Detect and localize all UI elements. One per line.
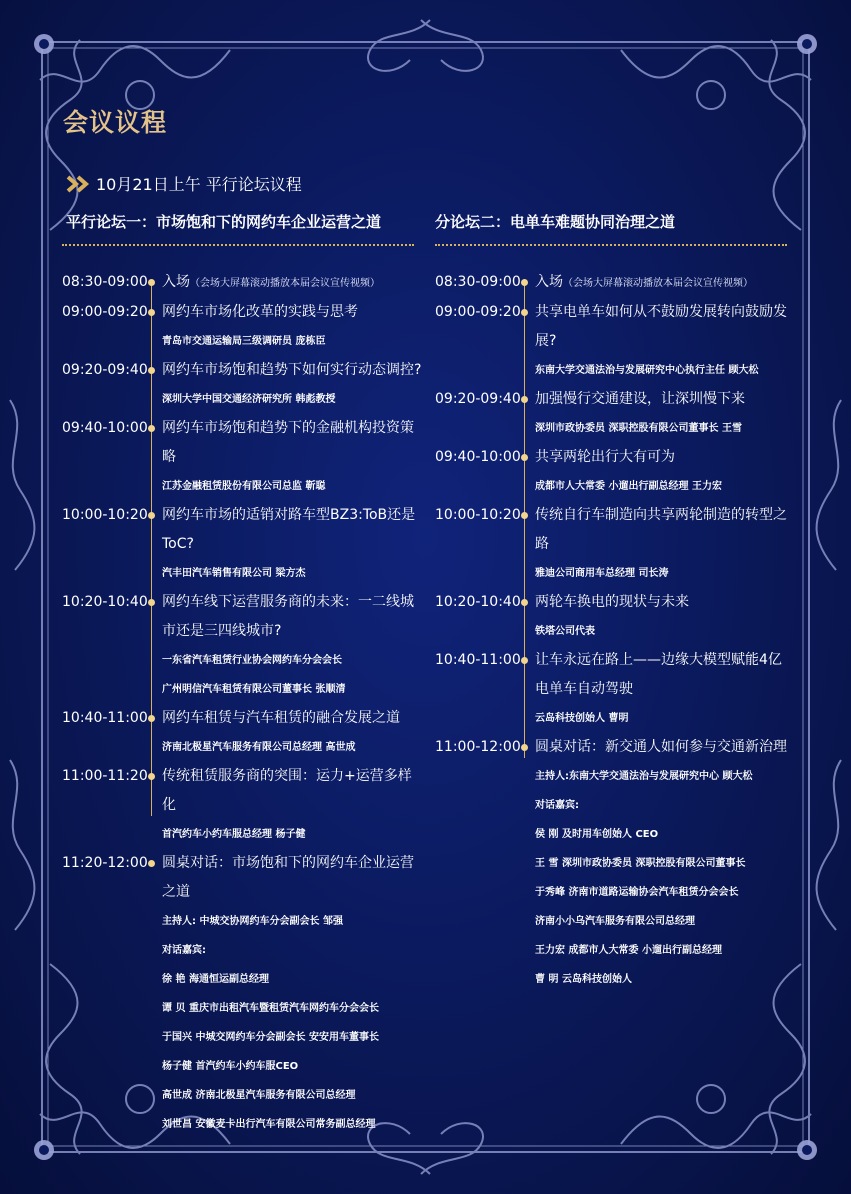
agenda-topic-text: 传统自行车制造向共享两轮制造的转型之路 bbox=[535, 507, 787, 552]
agenda-time: 10:00-10:20 bbox=[435, 507, 521, 523]
agenda-speaker: 江苏金融租赁股份有限公司总监 靳聪 bbox=[162, 481, 326, 492]
agenda-speaker: 成都市人大常委 小遛出行副总经理 王力宏 bbox=[535, 481, 722, 492]
agenda-item bbox=[435, 501, 795, 588]
agenda-topic bbox=[535, 385, 795, 414]
agenda-item bbox=[435, 268, 795, 298]
agenda-speaker: 于秀峰 济南市道路运输协会汽车租赁分会会长 bbox=[535, 887, 739, 898]
timeline-dot bbox=[148, 715, 155, 722]
agenda-row bbox=[62, 268, 422, 298]
agenda-topic-text: 入场 bbox=[535, 274, 563, 290]
agenda-speaker: 王 雪 深圳市政协委员 深职控股有限公司董事长 bbox=[535, 858, 746, 869]
agenda-row bbox=[62, 501, 422, 559]
agenda-item bbox=[62, 414, 422, 501]
agenda-topic-text: 圆桌对话：市场饱和下的网约车企业运营之道 bbox=[162, 855, 414, 900]
agenda-topic-text: 网约车市场饱和趋势下如何实行动态调控? bbox=[162, 362, 422, 378]
session-heading bbox=[66, 172, 302, 195]
agenda-time: 08:30-09:00 bbox=[62, 274, 148, 290]
agenda-topic-text: 入场 bbox=[162, 274, 190, 290]
agenda-speaker: 青岛市交通运输局三级调研员 庞栋臣 bbox=[162, 336, 326, 347]
agenda-item bbox=[62, 588, 422, 704]
agenda-row bbox=[62, 849, 422, 907]
agenda-time: 10:20-10:40 bbox=[435, 594, 521, 610]
timeline-dot bbox=[521, 744, 528, 751]
timeline-dot bbox=[148, 279, 155, 286]
divider-left bbox=[62, 244, 414, 246]
agenda-row bbox=[62, 298, 422, 327]
agenda-row bbox=[435, 268, 795, 298]
double-chevron-right-icon bbox=[66, 175, 92, 193]
agenda-topic-text: 共享电单车如何从不鼓励发展转向鼓励发展? bbox=[535, 304, 787, 349]
timeline-dot bbox=[521, 657, 528, 664]
agenda-row bbox=[435, 733, 795, 762]
agenda-topic bbox=[535, 733, 795, 762]
agenda-topic bbox=[535, 443, 795, 472]
agenda-topic bbox=[535, 646, 795, 704]
agenda-topic-text: 网约车线下运营服务商的未来：一二线城市还是三四线城市? bbox=[162, 594, 414, 639]
agenda-topic-text: 网约车租赁与汽车租赁的融合发展之道 bbox=[162, 710, 400, 726]
agenda-time: 09:40-10:00 bbox=[435, 449, 521, 465]
agenda-item bbox=[435, 385, 795, 443]
timeline-dot bbox=[148, 309, 155, 316]
agenda-row bbox=[62, 762, 422, 820]
agenda-topic bbox=[162, 298, 422, 327]
timeline-dot bbox=[521, 512, 528, 519]
agenda-topic-note: （会场大屏幕滚动播放本届会议宣传视频） bbox=[563, 278, 753, 289]
agenda-time: 09:00-09:20 bbox=[435, 304, 521, 320]
agenda-speaker: 高世成 济南北极星汽车服务有限公司总经理 bbox=[162, 1090, 356, 1101]
agenda-speaker: 王力宏 成都市人大常委 小遛出行副总经理 bbox=[535, 945, 722, 956]
agenda-item bbox=[62, 762, 422, 849]
agenda-speaker: 于国兴 中城交网约车分会副会长 安安用车董事长 bbox=[162, 1032, 379, 1043]
agenda-topic-text: 网约车市场饱和趋势下的金融机构投资策略 bbox=[162, 420, 414, 465]
agenda-time: 11:00-12:00 bbox=[435, 739, 521, 755]
agenda-topic bbox=[535, 298, 795, 356]
agenda-time: 10:40-11:00 bbox=[435, 652, 521, 668]
agenda-topic bbox=[162, 704, 422, 733]
agenda-item bbox=[435, 298, 795, 385]
agenda-row bbox=[435, 588, 795, 617]
agenda-row bbox=[62, 356, 422, 385]
agenda-speaker: 杨子健 首汽约车小约车服CEO bbox=[162, 1061, 299, 1072]
agenda-row bbox=[62, 704, 422, 733]
forum-title-right: 分论坛二：电单车难题协同治理之道 bbox=[435, 213, 676, 231]
agenda-speaker: 主持人: 中城交协网约车分会副会长 邹强 bbox=[162, 916, 343, 927]
agenda-topic-text: 共享两轮出行大有可为 bbox=[535, 449, 675, 465]
timeline-dot bbox=[148, 425, 155, 432]
agenda-row bbox=[62, 414, 422, 472]
agenda-time: 10:00-10:20 bbox=[62, 507, 148, 523]
agenda-topic bbox=[535, 501, 795, 559]
agenda-topic bbox=[162, 356, 422, 385]
forum-title-left: 平行论坛一：市场饱和下的网约车企业运营之道 bbox=[66, 213, 382, 231]
timeline-dot bbox=[148, 367, 155, 374]
timeline-dot bbox=[521, 454, 528, 461]
agenda-item bbox=[435, 443, 795, 501]
agenda-row bbox=[435, 385, 795, 414]
agenda-topic-text: 传统租赁服务商的突围：运力+运营多样化 bbox=[162, 768, 412, 813]
agenda-speaker: 济南小小乌汽车服务有限公司总经理 bbox=[535, 916, 695, 927]
agenda-speaker: 汽丰田汽车销售有限公司 梁方杰 bbox=[162, 568, 306, 579]
agenda-item bbox=[62, 849, 422, 1139]
session-label: 10月21日上午 平行论坛议程 bbox=[96, 175, 302, 194]
agenda-topic bbox=[535, 588, 795, 617]
agenda-topic bbox=[162, 588, 422, 646]
agenda-speaker: 一东省汽车租赁行业协会网约车分会会长 bbox=[162, 655, 342, 666]
agenda-topic-text: 网约车市场的适销对路车型BZ3:ToB还是ToC? bbox=[162, 507, 416, 552]
agenda-topic-note: （会场大屏幕滚动播放本届会议宣传视频） bbox=[190, 278, 380, 289]
agenda-right bbox=[435, 268, 795, 994]
agenda-time: 08:30-09:00 bbox=[435, 274, 521, 290]
agenda-topic-text: 网约车市场化改革的实践与思考 bbox=[162, 304, 358, 320]
agenda-speaker: 铁塔公司代表 bbox=[535, 626, 595, 637]
agenda-time: 10:40-11:00 bbox=[62, 710, 148, 726]
agenda-speaker: 首汽约车小约车服总经理 杨子健 bbox=[162, 829, 306, 840]
agenda-left bbox=[62, 268, 422, 1139]
timeline-dot bbox=[521, 599, 528, 606]
agenda-speaker: 对话嘉宾: bbox=[162, 945, 206, 956]
timeline-dot bbox=[148, 512, 155, 519]
agenda-topic-text: 让车永远在路上——边缘大模型赋能4亿电单车自动驾驶 bbox=[535, 652, 782, 697]
agenda-item bbox=[62, 298, 422, 356]
agenda-item bbox=[62, 501, 422, 588]
divider-right bbox=[435, 244, 787, 246]
agenda-time: 09:20-09:40 bbox=[435, 391, 521, 407]
agenda-topic bbox=[162, 762, 422, 820]
agenda-topic bbox=[162, 268, 422, 298]
agenda-time: 09:20-09:40 bbox=[62, 362, 148, 378]
agenda-time: 09:40-10:00 bbox=[62, 420, 148, 436]
agenda-topic bbox=[535, 268, 795, 298]
timeline-dot bbox=[521, 279, 528, 286]
agenda-row bbox=[435, 501, 795, 559]
agenda-row bbox=[435, 298, 795, 356]
timeline-dot bbox=[521, 309, 528, 316]
agenda-speaker: 曹 明 云岛科技创始人 bbox=[535, 974, 632, 985]
agenda-topic bbox=[162, 849, 422, 907]
agenda-time: 11:20-12:00 bbox=[62, 855, 148, 871]
agenda-topic-text: 两轮车换电的现状与未来 bbox=[535, 594, 689, 610]
agenda-speaker: 谭 贝 重庆市出租汽车暨租赁汽车网约车分会会长 bbox=[162, 1003, 379, 1014]
agenda-row bbox=[62, 588, 422, 646]
agenda-speaker: 广州明信汽车租赁有限公司董事长 张顺清 bbox=[162, 684, 346, 695]
agenda-topic-text: 圆桌对话：新交通人如何参与交通新治理 bbox=[535, 739, 787, 755]
timeline-dot bbox=[521, 396, 528, 403]
agenda-item bbox=[435, 646, 795, 733]
timeline-dot bbox=[148, 773, 155, 780]
agenda-row bbox=[435, 443, 795, 472]
agenda-speaker: 东南大学交通法治与发展研究中心执行主任 顾大松 bbox=[535, 365, 759, 376]
agenda-speaker: 深圳大学中国交通经济研究所 韩彪教授 bbox=[162, 394, 336, 405]
agenda-speaker: 对话嘉宾: bbox=[535, 800, 579, 811]
agenda-speaker: 深圳市政协委员 深职控股有限公司董事长 王雪 bbox=[535, 423, 742, 434]
agenda-speaker: 刘世昌 安徽麦卡出行汽车有限公司常务副总经理 bbox=[162, 1119, 376, 1130]
timeline-dot bbox=[148, 599, 155, 606]
agenda-speaker: 主持人:东南大学交通法治与发展研究中心 顾大松 bbox=[535, 771, 753, 782]
agenda-topic bbox=[162, 501, 422, 559]
page-title: 会议议程 bbox=[63, 108, 168, 137]
agenda-item bbox=[62, 268, 422, 298]
agenda-row bbox=[435, 646, 795, 704]
agenda-time: 09:00-09:20 bbox=[62, 304, 148, 320]
agenda-item bbox=[62, 356, 422, 414]
agenda-speaker: 云岛科技创始人 曹明 bbox=[535, 713, 629, 724]
agenda-topic-text: 加强慢行交通建设，让深圳慢下来 bbox=[535, 391, 745, 407]
agenda-time: 11:00-11:20 bbox=[62, 768, 148, 784]
agenda-speaker: 济南北极星汽车服务有限公司总经理 高世成 bbox=[162, 742, 356, 753]
agenda-speaker: 徐 艳 海通恒运副总经理 bbox=[162, 974, 269, 985]
agenda-item bbox=[435, 733, 795, 994]
agenda-item bbox=[62, 704, 422, 762]
agenda-speaker: 雅迪公司商用车总经理 司长涛 bbox=[535, 568, 669, 579]
agenda-item bbox=[435, 588, 795, 646]
agenda-topic bbox=[162, 414, 422, 472]
agenda-speaker: 侯 刚 及时用车创始人 CEO bbox=[535, 829, 659, 840]
agenda-time: 10:20-10:40 bbox=[62, 594, 148, 610]
timeline-dot bbox=[148, 860, 155, 867]
